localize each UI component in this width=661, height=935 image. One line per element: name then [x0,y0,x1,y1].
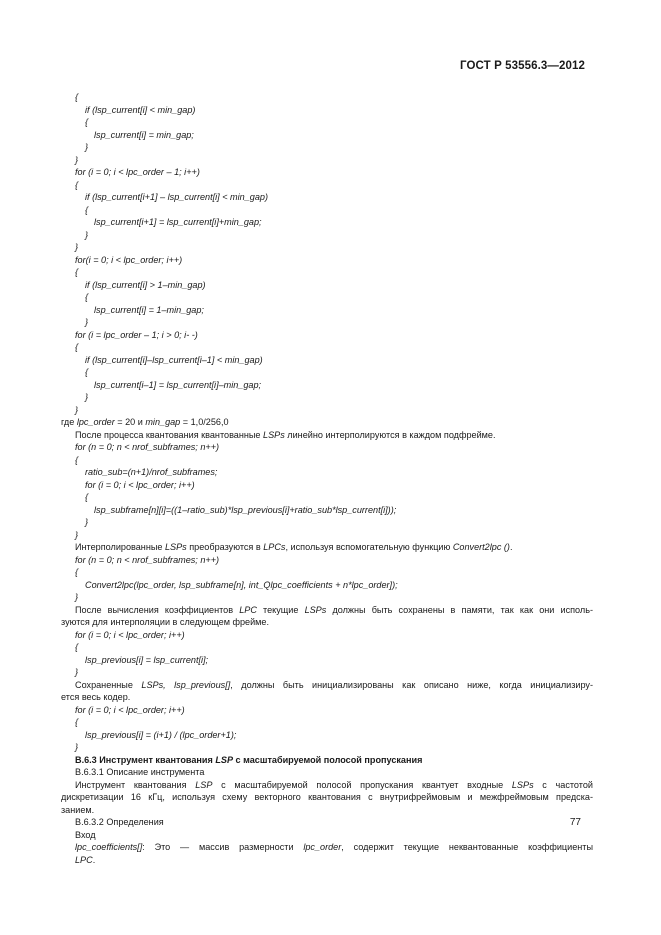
code-line: } [85,142,89,152]
paragraph-save: После вычисления коэффициентов LPC текущие LSPs должны быть сохранены в памяти, так как они исполь- [75,604,593,615]
code-line: lsp_previous[i] = lsp_current[i]; [85,654,209,665]
paragraph-description-end: занием. [61,804,95,815]
paragraph-save-cont: зуются для интерполяции в следующем фрейме. [61,617,270,627]
document-header: ГОСТ Р 53556.3—2012 [460,60,585,72]
code-line: { [75,267,79,277]
code-line: { [75,567,79,577]
code-line: if (lsp_current[i+1] – lsp_current[i] < min_gap) [85,192,268,202]
code-line: { [75,642,79,652]
code-line: { [75,92,79,102]
code-line: } [85,392,89,402]
code-line: { [75,179,79,190]
code-line: } [85,317,89,327]
code-line: lsp_current[i+1] = lsp_current[i]+min_gap; [94,217,262,227]
code-line: if (lsp_current[i]–lsp_current[i–1] < min_gap) [85,354,263,365]
code-line: Convert2lpc(lpc_order, lsp_subframe[n], int_Qlpc_coefficients + n*lpc_order]); [85,579,398,590]
page-number: 77 [569,817,581,828]
code-line: } [75,404,79,415]
code-line: { [75,454,79,465]
code-line: ratio_sub=(n+1)/nrof_subframes; [85,467,218,477]
code-line: for (n = 0; n < nrof_subframes; n++) [75,554,220,565]
code-line: lsp_current[i] = 1–min_gap; [94,304,204,315]
code-line: } [75,154,79,165]
code-line: { [85,117,89,127]
subsection-heading: В.6.3.2 Определения [75,817,164,827]
code-line: lsp_current[i] = min_gap; [94,129,194,140]
code-line: for (i = 0; i < lpc_order; i++) [85,479,195,490]
code-line: for (i = 0; i < lpc_order – 1; i++) [75,167,200,177]
paragraph-description-cont: дискретизации 16 кГц, используя схему векторного квантования с внутрифреймовым и межфреймовым предска- [61,792,593,802]
paragraph-convert: Интерполированные LSPs преобразуются в LPCs, используя вспомогательную функцию Convert2lpc (). [75,542,513,552]
code-line: } [75,242,79,252]
code-line: if (lsp_current[i] > 1–min_gap) [85,279,206,290]
code-line: } [75,592,79,602]
code-line: { [85,367,89,377]
paragraph-init-cont: ется весь кодер. [61,692,131,702]
code-line: if (lsp_current[i] < min_gap) [85,104,196,115]
code-line: lsp_current[i–1] = lsp_current[i]–min_gap; [94,379,262,390]
code-line: { [85,204,89,215]
code-line: lsp_previous[i] = (i+1) / (lpc_order+1); [85,729,237,740]
code-line: { [85,492,89,502]
subsection-heading: В.6.3.1 Описание инструмента [75,767,205,777]
code-line: for (n = 0; n < nrof_subframes; n++) [75,442,220,452]
code-line: } [85,517,89,527]
code-line: { [85,292,89,302]
input-label: Вход [75,829,96,840]
code-line: } [75,667,79,677]
paragraph-init: Сохраненные LSPs, lsp_previous[], должны быть инициализированы как описано ниже, когда инициализиру- [75,679,593,690]
code-line: for (i = 0; i < lpc_order; i++) [75,704,185,715]
code-line: { [75,342,79,352]
code-line: for (i = lpc_order – 1; i > 0; i- -) [75,329,198,340]
code-line: for (i = 0; i < lpc_order; i++) [75,629,185,640]
code-line: for(i = 0; i < lpc_order; i++) [75,254,183,265]
paragraph-description: Инструмент квантования LSP с масштабируемой полосой пропускания квантует входные LSPs с частотой [75,779,593,790]
code-line: } [75,529,79,540]
section-heading: В.6.3 Инструмент квантования LSP с масштабируемой полосой пропускания [75,754,423,765]
code-line: lsp_subframe[n][i]=((1–ratio_sub)*lsp_previous[i]+ratio_sub*lsp_current[i])); [94,504,397,515]
code-line: } [85,229,89,240]
document-body [61,91,593,866]
definition-line: lpc_coefficients[]: Это — массив размерности lpc_order, содержит текущие неквантованные коэффициенты [75,842,593,852]
definition-line-cont: LPC. [75,854,96,865]
code-line: } [75,742,79,752]
where-line: где lpc_order = 20 и min_gap = 1,0/256,0 [61,417,229,427]
paragraph-interpolation: После процесса квантования квантованные LSPs линейно интерполируются в каждом подфрейме. [75,429,496,440]
code-line: { [75,717,79,727]
